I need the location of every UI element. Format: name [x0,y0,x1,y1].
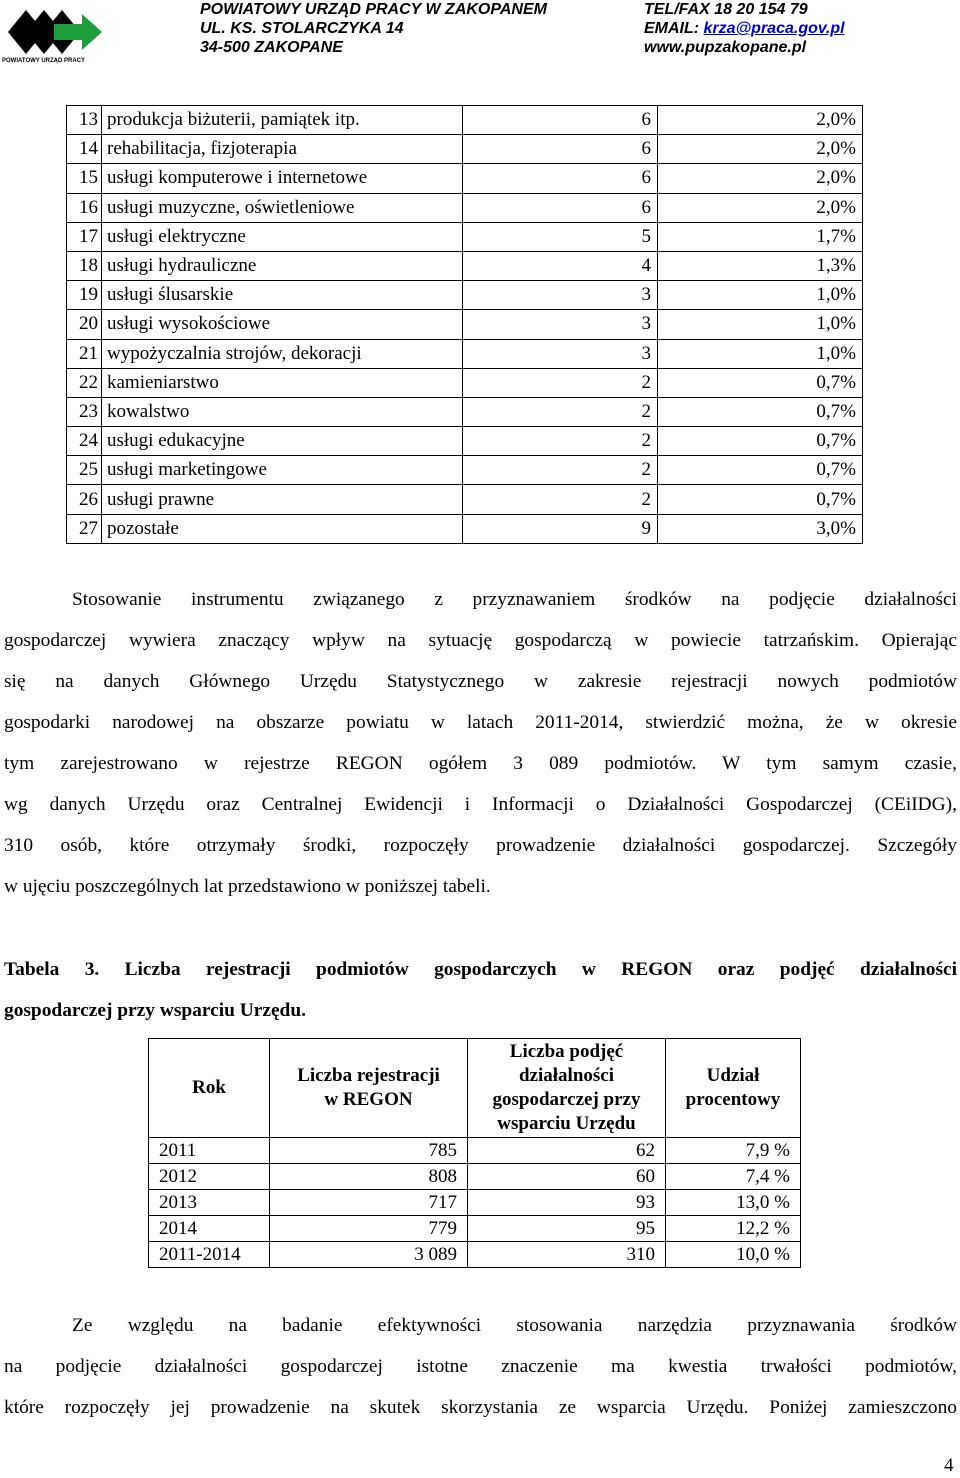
activity-name: rehabilitacja, fizjoterapia [102,135,463,164]
header-regon-line: w REGON [324,1089,413,1110]
activity-name: usługi wysokościowe [102,310,463,339]
table-row [67,456,863,485]
startups-count-cell: 93 [468,1190,666,1216]
activity-count: 6 [463,106,658,135]
activity-name: pozostałe [102,514,463,543]
paragraph-line: gospodarczej wywiera znaczący wpływ na sytuację gospodarczą w powiecie tatrzańskim. Opierając [4,630,957,651]
activity-count: 3 [463,339,658,368]
row-number: 22 [67,368,102,397]
paragraph-line: które rozpoczęły jej prowadzenie na skutek skorzystania ze wsparcia Urzędu. Poniżej zamieszczono [4,1397,957,1418]
paragraph-effectiveness [4,1305,957,1428]
activity-name: usługi hydrauliczne [102,251,463,280]
activity-count: 5 [463,222,658,251]
regon-count-cell: 808 [270,1164,468,1190]
page-header [0,0,960,70]
paragraph-line: 310 osób, które otrzymały środki, rozpoczęły prowadzenie działalności gospodarczej. Szczegóły [4,835,957,856]
activity-name: usługi marketingowe [102,456,463,485]
table-row [67,397,863,426]
table-row [67,164,863,193]
paragraph-regon-intro [4,579,957,907]
activity-percent: 0,7% [658,485,863,514]
activity-count: 3 [463,310,658,339]
year-cell: 2011-2014 [149,1242,270,1268]
email-label: EMAIL: [644,20,704,37]
table-row [149,1216,801,1242]
paragraph-line: na podjęcie działalności gospodarczej istotne znaczenie ma kwestia trwałości podmiotów, [4,1356,957,1377]
regon-count-cell: 717 [270,1190,468,1216]
activity-count: 3 [463,281,658,310]
table-row [67,427,863,456]
share-cell: 10,0 % [666,1242,801,1268]
paragraph-line: Stosowanie instrumentu związanego z przyznawaniem środków na podjęcie działalności [72,589,957,610]
header-rok: Rok [149,1039,270,1138]
office-address [200,0,547,57]
row-number: 27 [67,514,102,543]
activity-count: 2 [463,427,658,456]
header-udzial-line: procentowy [685,1089,781,1110]
page-number: 4 [944,1455,954,1476]
activity-name: usługi elektryczne [102,222,463,251]
table-row [67,368,863,397]
table3-caption [4,949,957,1031]
row-number: 25 [67,456,102,485]
table-row [67,485,863,514]
table-row [67,281,863,310]
row-number: 23 [67,397,102,426]
header-podjecia-line: Liczba podjęć [509,1041,624,1062]
office-phone: TEL/FAX 18 20 154 79 [644,1,808,18]
table-row [149,1242,801,1268]
paragraph-line: Ze względu na badanie efektywności stosowania narzędzia przyznawania środków [72,1315,957,1336]
activity-count: 2 [463,485,658,514]
email-link[interactable]: krza@praca.gov.pl [703,20,845,37]
share-cell: 7,9 % [666,1138,801,1164]
year-cell: 2012 [149,1164,270,1190]
paragraph-line: się na danych Głównego Urzędu Statystycznego w zakresie rejestracji nowych podmiotów [4,671,957,692]
startups-count-cell: 60 [468,1164,666,1190]
activity-count: 4 [463,251,658,280]
caption-line: Tabela 3. Liczba rejestracji podmiotów gospodarczych w REGON oraz podjęć działalności [4,959,957,980]
activity-percent: 2,0% [658,106,863,135]
regon-count-cell: 785 [270,1138,468,1164]
header-regon [270,1039,468,1138]
activity-count: 6 [463,193,658,222]
row-number: 19 [67,281,102,310]
table-row [67,339,863,368]
header-podjecia-line: wsparciu Urzędu [497,1113,636,1134]
activity-percent: 1,0% [658,310,863,339]
table-row [67,135,863,164]
table-row [67,310,863,339]
startups-count-cell: 310 [468,1242,666,1268]
header-podjecia-line: działalności [518,1065,614,1086]
activity-name: usługi prawne [102,485,463,514]
row-number: 14 [67,135,102,164]
activity-name: wypożyczalnia strojów, dekoracji [102,339,463,368]
row-number: 24 [67,427,102,456]
row-number: 26 [67,485,102,514]
table-row [67,514,863,543]
table-row [67,106,863,135]
activity-percent: 1,7% [658,222,863,251]
row-number: 21 [67,339,102,368]
paragraph-line: wg danych Urzędu oraz Centralnej Ewidencji i Informacji o Działalności Gospodarczej (CEiIDG), [4,794,957,815]
office-contact [644,0,845,57]
header-podjecia [468,1039,666,1138]
year-cell: 2011 [149,1138,270,1164]
activity-percent: 0,7% [658,456,863,485]
activity-percent: 3,0% [658,514,863,543]
share-cell: 7,4 % [666,1164,801,1190]
header-podjecia-line: gospodarczej przy [492,1089,641,1110]
office-city: 34-500 ZAKOPANE [200,39,343,56]
activity-table [66,105,863,544]
activity-count: 6 [463,135,658,164]
activity-name: usługi komputerowe i internetowe [102,164,463,193]
paragraph-line: tym zarejestrowano w rejestrze REGON ogółem 3 089 podmiotów. W tym samym czasie, [4,753,957,774]
office-website[interactable]: www.pupzakopane.pl [644,39,807,56]
header-udzial [666,1039,801,1138]
activity-name: produkcja biżuterii, pamiątek itp. [102,106,463,135]
activity-count: 2 [463,368,658,397]
activity-percent: 0,7% [658,368,863,397]
share-cell: 13,0 % [666,1190,801,1216]
row-number: 13 [67,106,102,135]
activity-percent: 0,7% [658,427,863,456]
paragraph-line: w ujęciu poszczególnych lat przedstawiono w poniższej tabeli. [4,876,491,897]
row-number: 16 [67,193,102,222]
logo-caption: POWIATOWY URZĄD PRACY [2,58,86,64]
caption-line: gospodarczej przy wsparciu Urzędu. [4,1000,306,1021]
activity-percent: 1,0% [658,281,863,310]
year-cell: 2013 [149,1190,270,1216]
office-email-line [644,19,845,38]
regon-table-header-row [149,1039,801,1138]
activity-name: usługi ślusarskie [102,281,463,310]
header-udzial-line: Udział [706,1065,760,1086]
share-cell: 12,2 % [666,1216,801,1242]
activity-percent: 2,0% [658,164,863,193]
office-street: UL. KS. STOLARCZYKA 14 [200,20,404,37]
row-number: 20 [67,310,102,339]
activity-count: 2 [463,456,658,485]
table-row [67,222,863,251]
table-row [67,251,863,280]
activity-name: usługi muzyczne, oświetleniowe [102,193,463,222]
activity-table-body [67,106,863,544]
activity-count: 6 [463,164,658,193]
regon-count-cell: 3 089 [270,1242,468,1268]
activity-name: kowalstwo [102,397,463,426]
table-row [67,193,863,222]
activity-count: 9 [463,514,658,543]
activity-name: kamieniarstwo [102,368,463,397]
row-number: 17 [67,222,102,251]
row-number: 15 [67,164,102,193]
activity-name: usługi edukacyjne [102,427,463,456]
activity-count: 2 [463,397,658,426]
activity-percent: 0,7% [658,397,863,426]
regon-count-cell: 779 [270,1216,468,1242]
year-cell: 2014 [149,1216,270,1242]
header-regon-line: Liczba rejestracji [297,1065,440,1086]
startups-count-cell: 62 [468,1138,666,1164]
regon-table [148,1038,801,1268]
row-number: 18 [67,251,102,280]
regon-table-body [149,1138,801,1268]
startups-count-cell: 95 [468,1216,666,1242]
activity-percent: 1,0% [658,339,863,368]
activity-percent: 2,0% [658,193,863,222]
office-name: POWIATOWY URZĄD PRACY W ZAKOPANEM [200,1,547,18]
table-row [149,1164,801,1190]
table-row [149,1190,801,1216]
paragraph-line: gospodarki narodowej na obszarze powiatu w latach 2011-2014, stwierdzić można, że w okresie [4,712,957,733]
activity-percent: 2,0% [658,135,863,164]
table-row [149,1138,801,1164]
activity-percent: 1,3% [658,251,863,280]
